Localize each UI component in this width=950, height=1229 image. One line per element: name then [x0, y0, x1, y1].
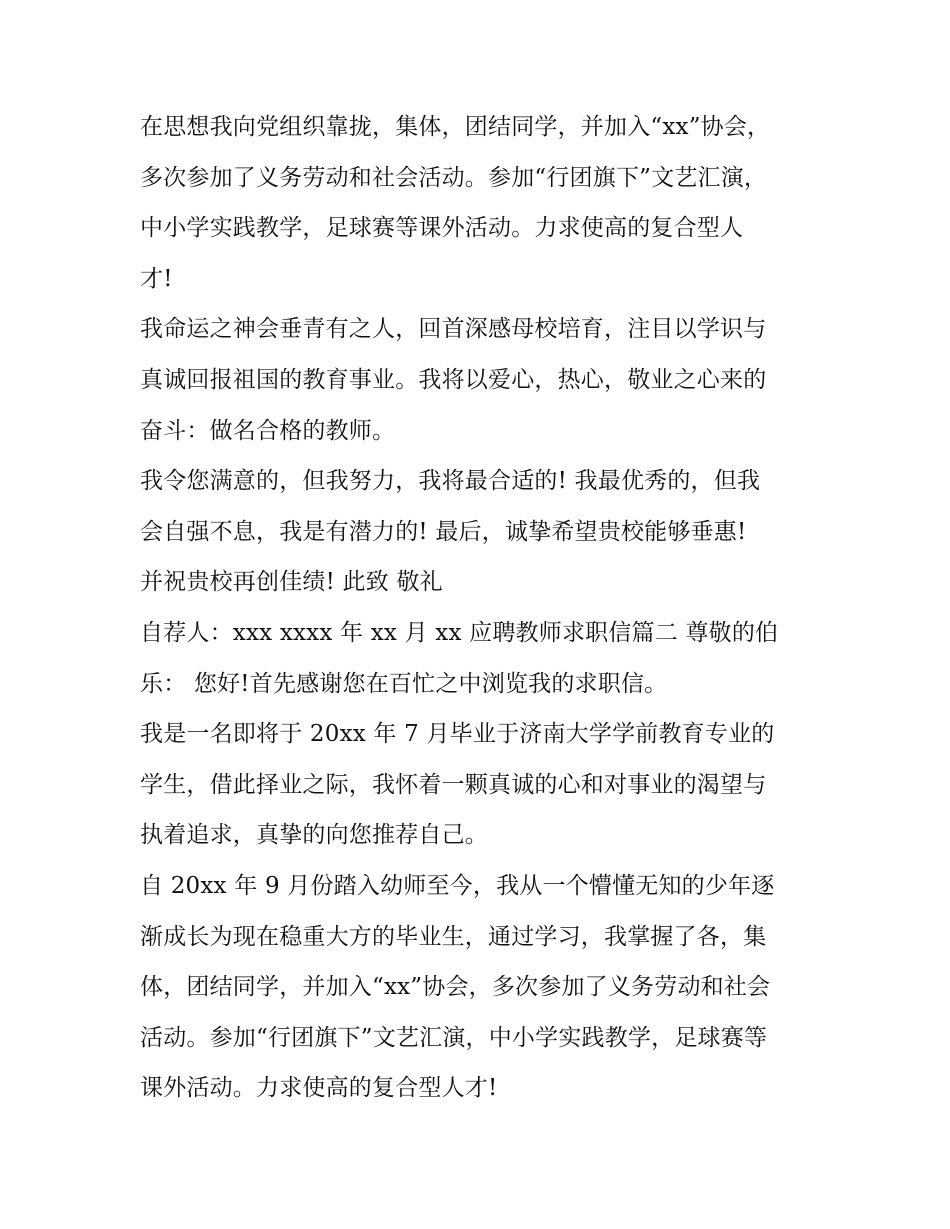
text-line: 在思想我向党组织靠拢，集体，团结同学，并加入“xx”协会， [140, 114, 771, 140]
text-line: 并祝贵校再创佳绩! 此致 敬礼 [140, 569, 443, 596]
document-body [140, 102, 820, 1114]
text-line: 活动。参加“行团旗下”文艺汇演，中小学实践教学，足球赛等 [140, 1024, 768, 1051]
text-line: 执着追求，真挚的向您推荐自己。 [140, 822, 488, 849]
text-line: 我令您满意的，但我努力，我将最合适的! 我最优秀的，但我 [140, 468, 761, 495]
text-line: 奋斗：做名合格的教师。 [140, 417, 396, 444]
text-line: 课外活动。力求使高的复合型人才! [140, 1075, 498, 1102]
text-line: 学生，借此择业之际，我怀着一颗真诚的心和对事业的渴望与 [140, 771, 767, 798]
text-line: 自荐人：xxx xxxx 年 xx 月 xx 应聘教师求职信篇二 尊敬的伯 [140, 619, 779, 646]
text-line: 乐： 您好!首先感谢您在百忙之中浏览我的求职信。 [140, 670, 668, 697]
text-line: 会自强不息，我是有潜力的! 最后，诚挚希望贵校能够垂惠! [140, 518, 747, 545]
text-line: 渐成长为现在稳重大方的毕业生，通过学习，我掌握了各，集 [140, 923, 767, 950]
text-line: 中小学实践教学，足球赛等课外活动。力求使高的复合型人 [140, 215, 744, 242]
text-line: 我是一名即将于 20xx 年 7 月毕业于济南大学学前教育专业的 [140, 721, 775, 748]
text-line: 才! [140, 265, 173, 292]
text-line: 我命运之神会垂青有之人，回首深感母校培育，注目以学识与 [140, 316, 767, 343]
text-line: 体，团结同学，并加入“xx”协会，多次参加了义务劳动和社会 [140, 974, 771, 1001]
text-line: 真诚回报祖国的教育事业。我将以爱心，热心，敬业之心来的 [140, 366, 767, 393]
text-line: 自 20xx 年 9 月份踏入幼师至今，我从一个懵懂无知的少年逐 [140, 872, 775, 899]
text-line: 多次参加了义务劳动和社会活动。参加“行团旗下”文艺汇演， [140, 164, 768, 191]
